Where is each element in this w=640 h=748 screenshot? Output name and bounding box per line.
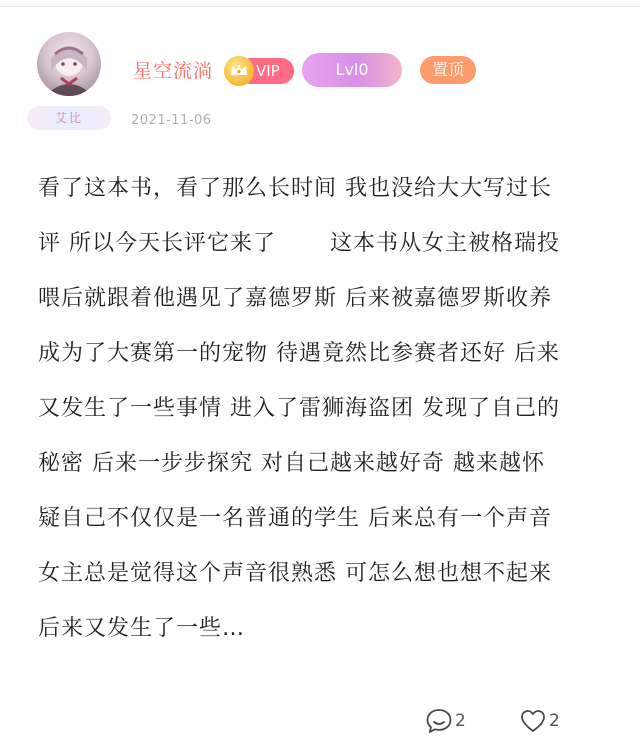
vip-label: VIP xyxy=(238,58,294,84)
heart-icon xyxy=(519,708,547,734)
post-body xyxy=(38,166,606,661)
post-line: 后来又发生了一些… xyxy=(38,616,246,641)
post-line: 秘密 后来一步步探究 对自己越来越好奇 越来越怀 xyxy=(38,451,545,476)
comment-count: 2 xyxy=(455,711,466,731)
post-line: 看了这本书，看了那么长时间 我也没给大大写过长 xyxy=(38,176,552,201)
post-actions xyxy=(0,704,640,740)
comment-bubble-icon xyxy=(425,708,453,734)
post-line: 成为了大赛第一的宠物 待遇竟然比参赛者还好 后来 xyxy=(38,341,560,366)
like-count: 2 xyxy=(549,711,560,731)
post-date: 2021-11-06 xyxy=(131,113,212,128)
post-line: 评 所以今天长评它来了 这本书从女主被格瑞投 xyxy=(38,231,560,256)
level-badge: Lvl0 xyxy=(302,53,402,87)
avatar-illustration xyxy=(37,32,101,96)
crown-icon xyxy=(224,56,254,86)
avatar-badge: 艾比 xyxy=(27,106,111,130)
post-line: 喂后就跟着他遇见了嘉德罗斯 后来被嘉德罗斯收养 xyxy=(38,286,552,311)
like-button[interactable] xyxy=(519,708,560,734)
pinned-badge: 置顶 xyxy=(420,56,476,84)
avatar[interactable] xyxy=(37,32,101,96)
username[interactable]: 星空流淌 xyxy=(133,60,214,82)
comment-button[interactable] xyxy=(425,708,466,734)
post-line: 又发生了一些事情 进入了雷狮海盗团 发现了自己的 xyxy=(38,396,560,421)
top-divider xyxy=(0,6,640,7)
post-line: 疑自己不仅仅是一名普通的学生 后来总有一个声音 xyxy=(38,506,552,531)
vip-badge xyxy=(224,56,294,86)
post-line: 女主总是觉得这个声音很熟悉 可怎么想也想不起来 xyxy=(38,561,552,586)
